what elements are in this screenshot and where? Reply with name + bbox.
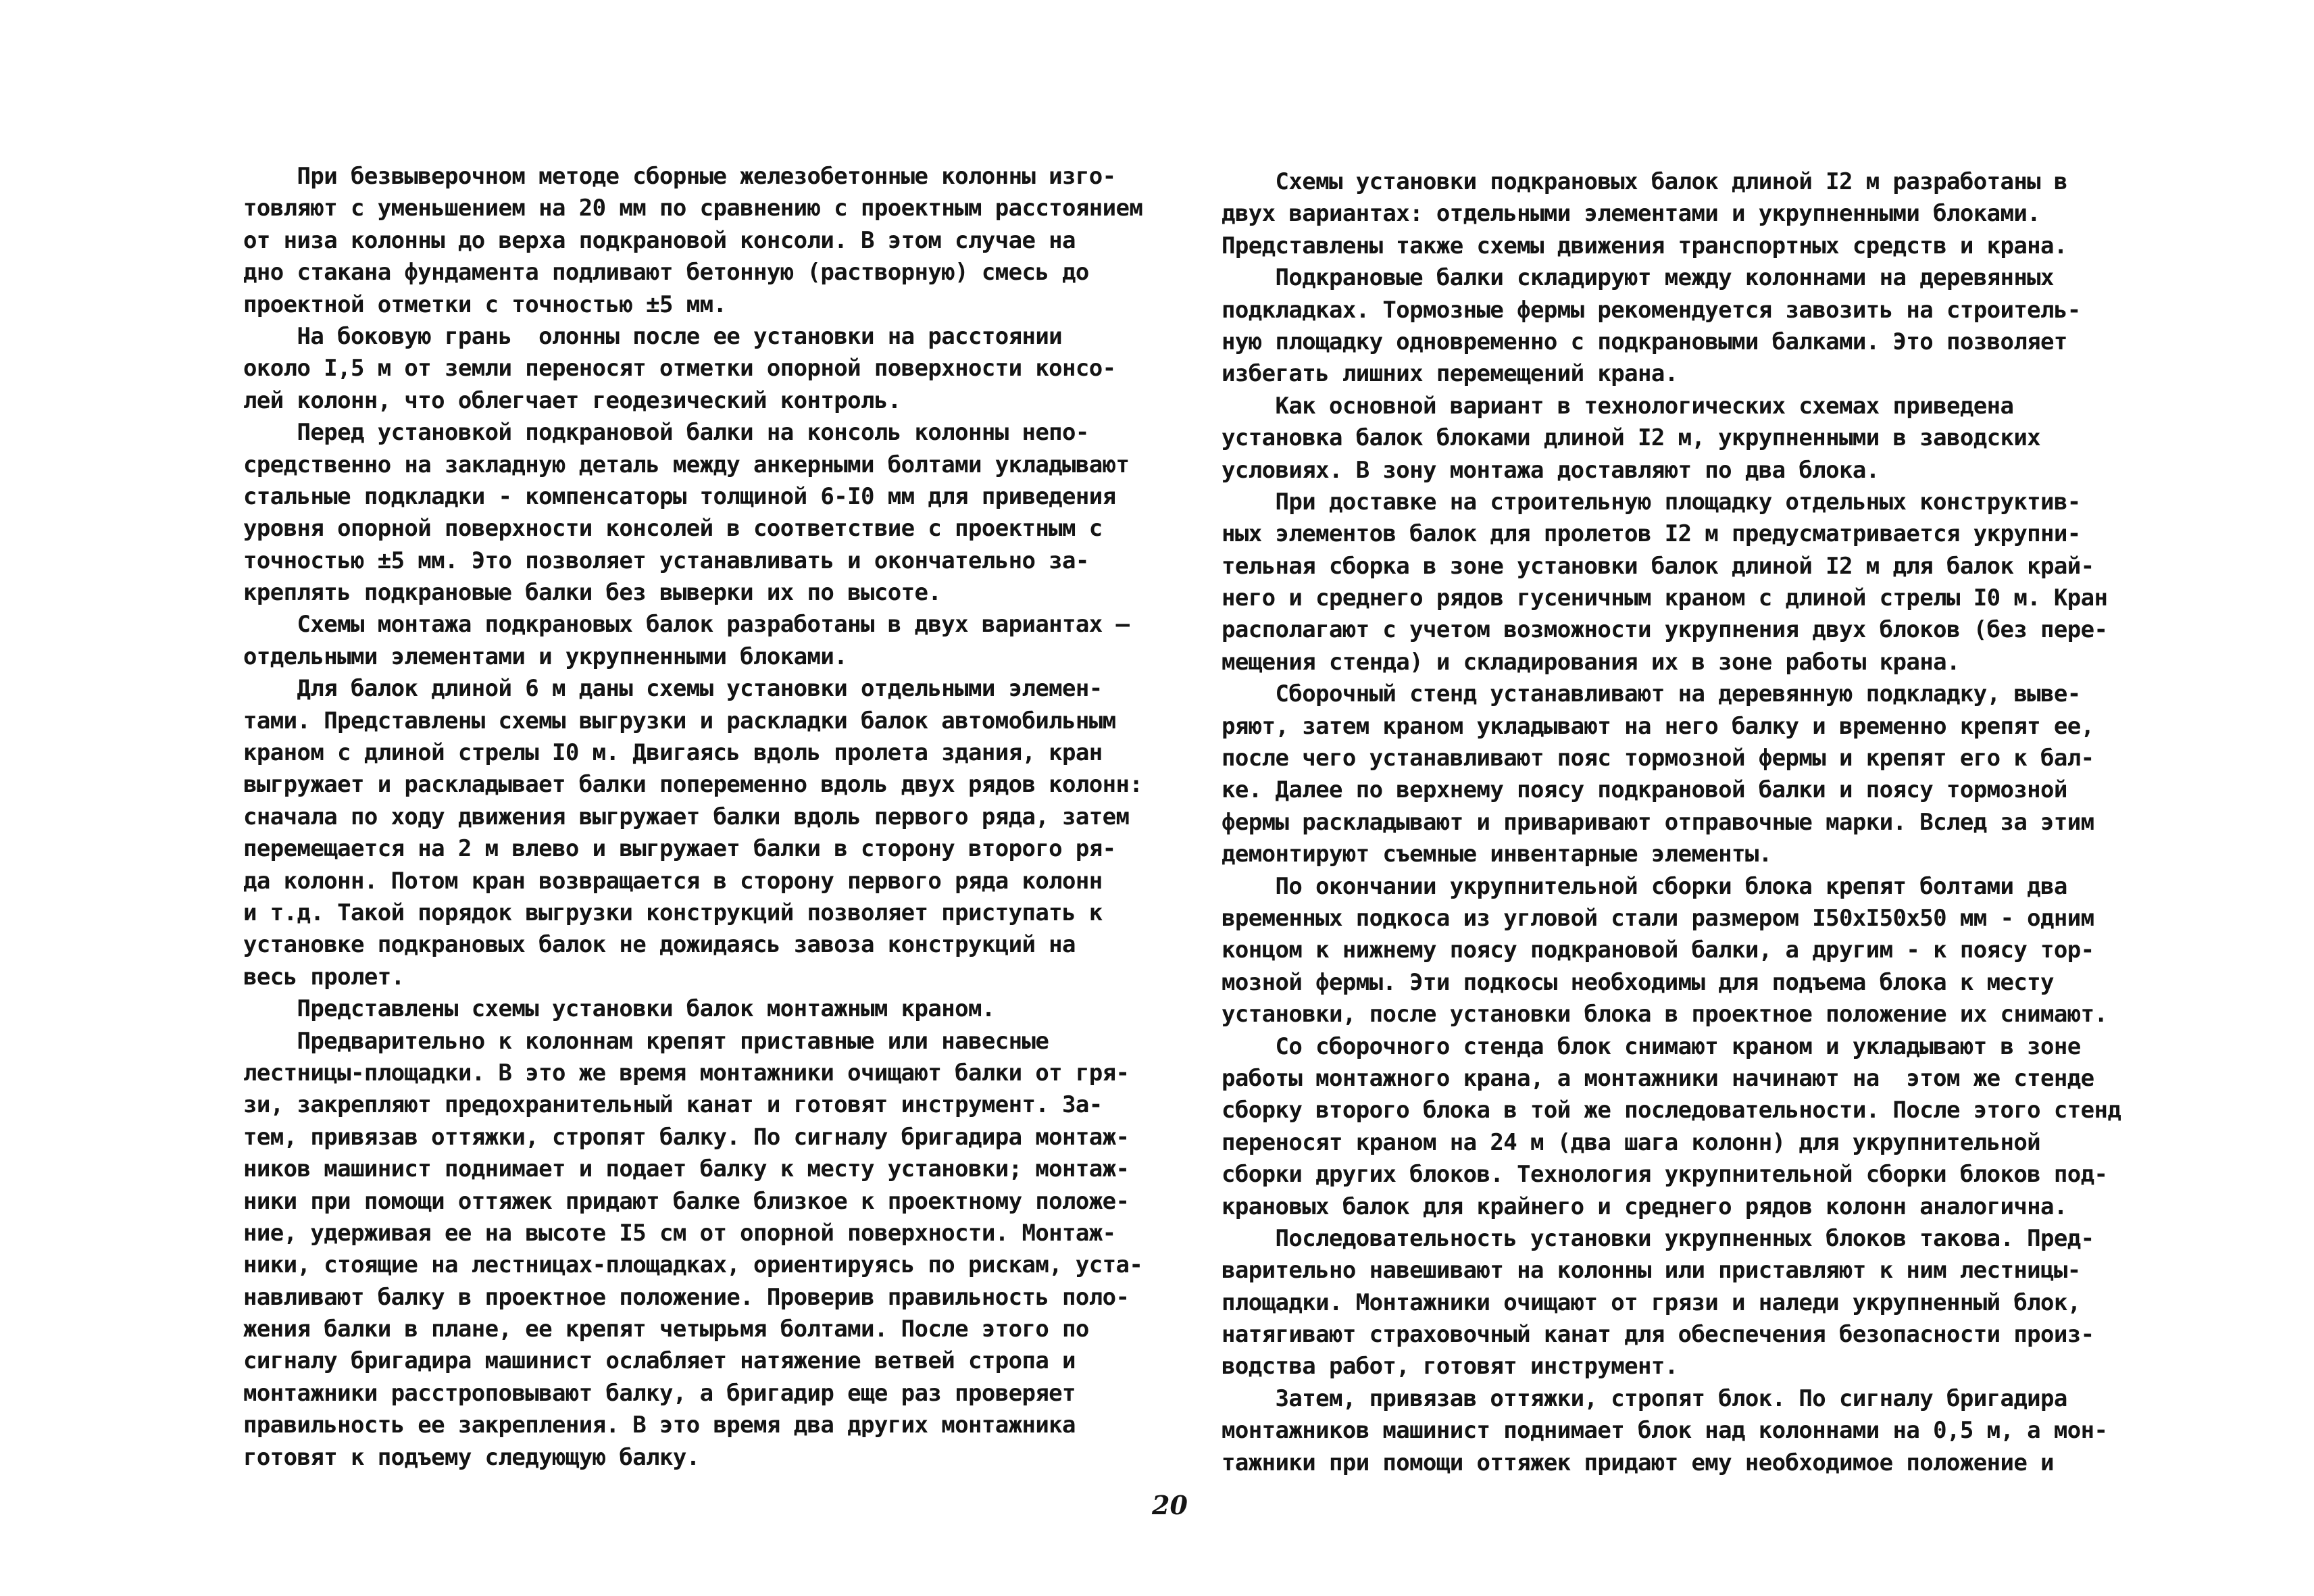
text-line: варительно навешивают на колонны или приставляют к ним лестницы- bbox=[1222, 1257, 2081, 1285]
text-line: двух вариантах: отдельными элементами и укрупненными блоками. bbox=[1222, 200, 2041, 228]
text-line: точностью ±5 мм. Это позволяет устанавливать и окончательно за- bbox=[243, 547, 1089, 574]
text-line: избегать лишних перемещений крана. bbox=[1222, 360, 1678, 388]
text-line: водства работ, готовят инструмент. bbox=[1222, 1353, 1678, 1380]
text-line: и т.д. Такой порядок выгрузки конструкций позволяет приступать к bbox=[243, 899, 1103, 926]
text-line: Со сборочного стенда блок снимают краном и укладывают в зоне bbox=[1222, 1032, 2081, 1060]
text-line: крановых балок для крайнего и среднего рядов колонн аналогична. bbox=[1222, 1193, 2067, 1220]
text-line: Для балок длиной 6 м даны схемы установки отдельными элемен- bbox=[243, 675, 1103, 703]
text-line: При доставке на строительную площадку отдельных конструктив- bbox=[1222, 488, 2081, 516]
text-line: установка балок блоками длиной I2 м, укрупненными в заводских bbox=[1222, 424, 2041, 452]
text-line: правильность ее закрепления. В это время два других монтажника bbox=[243, 1412, 1076, 1439]
text-line: ную площадку одновременно с подкрановыми балками. Это позволяет bbox=[1222, 328, 2067, 355]
text-line: Перед установкой подкрановой балки на консоль колонны непо- bbox=[243, 419, 1089, 447]
text-line: средственно на закладную деталь между анкерными болтами укладывают bbox=[243, 451, 1130, 478]
text-line: уровня опорной поверхности консолей в соответствие с проектным с bbox=[243, 515, 1103, 543]
text-line: монтажников машинист поднимает блок над колоннами на 0,5 м, а мон- bbox=[1222, 1417, 2108, 1445]
text-line: ных элементов балок для пролетов I2 м предусматривается укрупни- bbox=[1222, 520, 2081, 548]
text-line: тами. Представлены схемы выгрузки и раскладки балок автомобильным bbox=[243, 707, 1116, 734]
text-line: краном с длиной стрелы I0 м. Двигаясь вдоль пролета здания, кран bbox=[243, 739, 1103, 767]
text-line: Представлены схемы установки балок монтажным краном. bbox=[243, 995, 995, 1023]
text-line: отдельными элементами и укрупненными блоками. bbox=[243, 643, 848, 670]
text-line: Последовательность установки укрупненных блоков такова. Пред- bbox=[1222, 1224, 2094, 1252]
text-line: стальные подкладки - компенсаторы толщиной 6-I0 мм для приведения bbox=[243, 482, 1116, 510]
text-line: концом к нижнему поясу подкрановой балки, а другим - к поясу тор- bbox=[1222, 937, 2094, 964]
text-line: от низа колонны до верха подкрановой консоли. В этом случае на bbox=[243, 226, 1076, 254]
text-line: тем, привязав оттяжки, стропят балку. По сигналу бригадира монтаж- bbox=[243, 1123, 1130, 1151]
text-line: тельная сборка в зоне установки балок длиной I2 м для балок край- bbox=[1222, 552, 2094, 580]
text-line: креплять подкрановые балки без выверки их по высоте. bbox=[243, 579, 942, 607]
text-line: сигналу бригадира машинист ослабляет натяжение ветвей стропа и bbox=[243, 1347, 1076, 1375]
text-line: фермы раскладывают и приваривают отправочные марки. Вслед за этим bbox=[1222, 808, 2094, 836]
text-line: установки, после установки блока в проектное положение их снимают. bbox=[1222, 1001, 2108, 1028]
text-line: проектной отметки с точностью ±5 мм. bbox=[243, 291, 727, 318]
text-line: ние, удерживая ее на высоте I5 см от опорной поверхности. Монтаж- bbox=[243, 1219, 1116, 1247]
text-line: него и среднего рядов гусеничным краном с длиной стрелы I0 м. Кран bbox=[1222, 584, 2108, 612]
text-line: сборки других блоков. Технология укрупнительной сборки блоков под- bbox=[1222, 1161, 2108, 1189]
text-line: ники при помощи оттяжек придают балке близкое к проектному положе- bbox=[243, 1187, 1130, 1215]
page-number: 20 bbox=[1152, 1490, 1188, 1520]
text-line: На боковую грань олонны после ее установки на расстоянии bbox=[243, 322, 1063, 350]
text-line: подкладках. Тормозные фермы рекомендуется завозить на строитель- bbox=[1222, 296, 2081, 324]
text-line: временных подкоса из угловой стали размером I50xI50x50 мм - одним bbox=[1222, 904, 2094, 932]
text-line: установке подкрановых балок не дожидаясь завоза конструкций на bbox=[243, 931, 1076, 959]
text-line: перемещается на 2 м влево и выгружает балки в сторону второго ря- bbox=[243, 835, 1116, 863]
text-line: дно стакана фундамента подливают бетонную (растворную) смесь до bbox=[243, 259, 1089, 286]
text-line: При безвыверочном методе сборные железобетонные колонны изго- bbox=[243, 163, 1116, 190]
text-line: Схемы установки подкрановых балок длиной I2 м разработаны в bbox=[1222, 168, 2067, 195]
text-line: весь пролет. bbox=[243, 963, 405, 991]
text-line: после чего устанавливают пояс тормозной фермы и крепят его к бал- bbox=[1222, 745, 2094, 772]
text-line: мещения стенда) и складирования их в зоне работы крана. bbox=[1222, 648, 1960, 676]
text-line: ники, стоящие на лестницах-площадках, ориентируясь по рискам, уста- bbox=[243, 1251, 1143, 1279]
text-line: работы монтажного крана, а монтажники начинают на этом же стенде bbox=[1222, 1064, 2094, 1092]
text-line: Сборочный стенд устанавливают на деревянную подкладку, выве- bbox=[1222, 680, 2081, 708]
text-line: выгружает и раскладывает балки попеременно вдоль двух рядов колонн: bbox=[243, 771, 1143, 799]
text-line: Представлены также схемы движения транспортных средств и крана. bbox=[1222, 232, 2067, 259]
text-line: сначала по ходу движения выгружает балки вдоль первого ряда, затем bbox=[243, 803, 1130, 830]
text-line: лей колонн, что облегчает геодезический контроль. bbox=[243, 386, 901, 414]
text-line: Схемы монтажа подкрановых балок разработаны в двух вариантах — bbox=[243, 611, 1130, 639]
text-line: лестницы-площадки. В это же время монтажники очищают балки от гря- bbox=[243, 1059, 1130, 1087]
text-line: товляют с уменьшением на 20 мм по сравнению с проектным расстоянием bbox=[243, 195, 1143, 222]
text-line: Подкрановые балки складируют между колоннами на деревянных bbox=[1222, 264, 2054, 292]
left-text-column bbox=[243, 161, 1142, 1474]
text-line: условиях. В зону монтажа доставляют по два блока. bbox=[1222, 456, 1880, 484]
text-line: готовят к подъему следующую балку. bbox=[243, 1443, 700, 1471]
text-line: жения балки в плане, ее крепят четырьмя болтами. После этого по bbox=[243, 1316, 1089, 1343]
text-line: монтажники расстроповывают балку, а бригадир еще раз проверяет bbox=[243, 1379, 1076, 1407]
text-line: да колонн. Потом кран возвращается в сторону первого ряда колонн bbox=[243, 867, 1103, 895]
text-line: площадки. Монтажники очищают от грязи и наледи укрупненный блок, bbox=[1222, 1289, 2081, 1316]
text-line: зи, закрепляют предохранительный канат и готовят инструмент. За- bbox=[243, 1091, 1103, 1119]
text-line: около I,5 м от земли переносят отметки опорной поверхности консо- bbox=[243, 355, 1116, 382]
text-line: Затем, привязав оттяжки, стропят блок. По сигналу бригадира bbox=[1222, 1385, 2067, 1412]
text-line: Предварительно к колоннам крепят приставные или навесные bbox=[243, 1027, 1049, 1055]
text-line: навливают балку в проектное положение. Проверив правильность поло- bbox=[243, 1283, 1130, 1311]
text-line: демонтируют съемные инвентарные элементы. bbox=[1222, 841, 1772, 868]
right-text-column bbox=[1222, 166, 2121, 1479]
text-line: располагают с учетом возможности укрупнения двух блоков (без пере- bbox=[1222, 616, 2108, 644]
text-line: ряют, затем краном укладывают на него балку и временно крепят ее, bbox=[1222, 712, 2094, 740]
text-line: переносят краном на 24 м (два шага колонн) для укрупнительной bbox=[1222, 1128, 2041, 1156]
text-line: Как основной вариант в технологических схемах приведена bbox=[1222, 392, 2014, 420]
text-line: По окончании укрупнительной сборки блока крепят болтами два bbox=[1222, 872, 2067, 900]
text-line: мозной фермы. Эти подкосы необходимы для подъема блока к месту bbox=[1222, 968, 2054, 996]
text-line: сборку второго блока в той же последовательности. После этого стенд bbox=[1222, 1097, 2121, 1124]
text-line: натягивают страховочный канат для обеспечения безопасности произ- bbox=[1222, 1321, 2094, 1349]
text-line: тажники при помощи оттяжек придают ему необходимое положение и bbox=[1222, 1449, 2054, 1476]
text-line: ке. Далее по верхнему поясу подкрановой балки и поясу тормозной bbox=[1222, 776, 2067, 804]
text-line: ников машинист поднимает и подает балку к месту установки; монтаж- bbox=[243, 1155, 1130, 1183]
